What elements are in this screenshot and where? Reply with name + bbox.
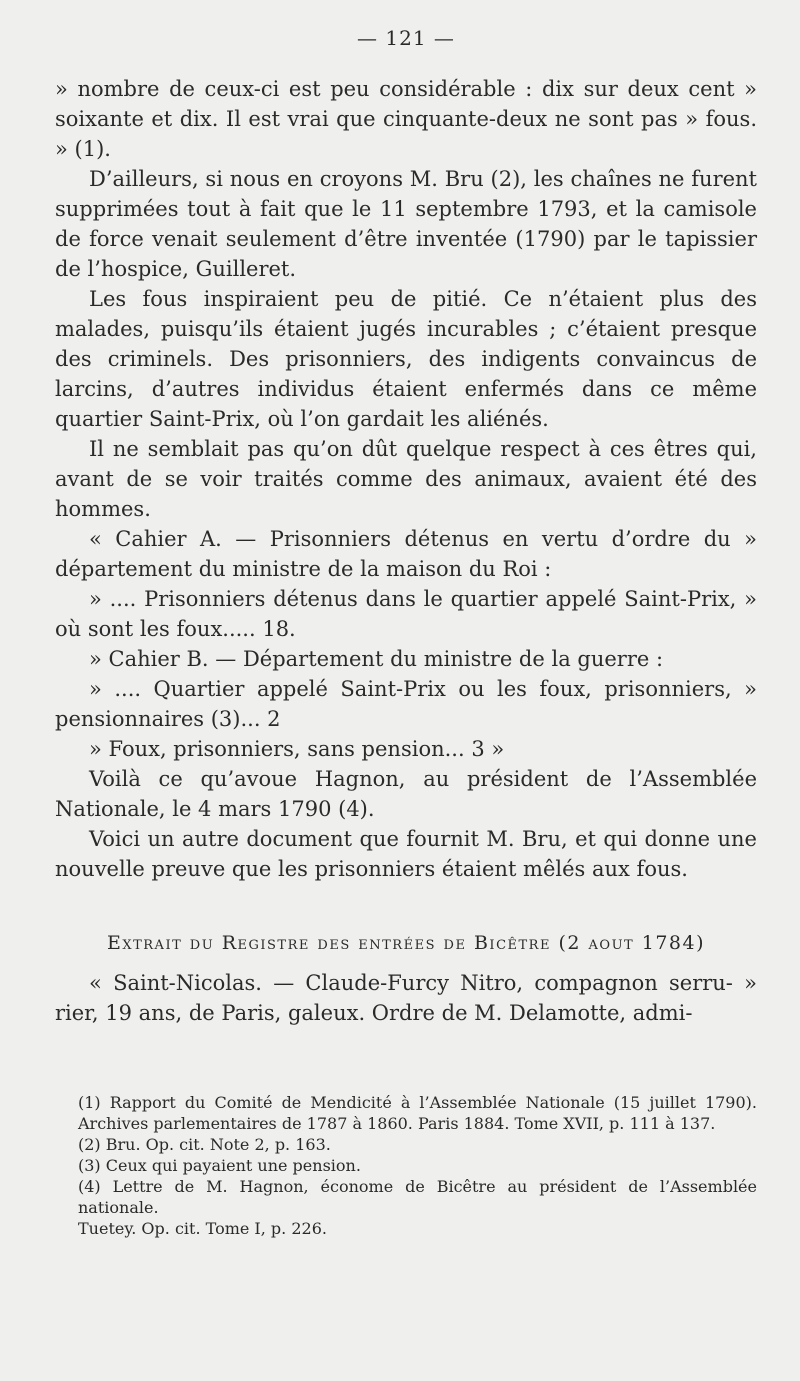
footnote: (1) Rapport du Comité de Mendicité à l’Assemblée Nationale (15 juillet 1790). Archives parlementaires de 1787 à 1860. Paris 1884. Tome XVII, p. 111 à 137. bbox=[78, 1093, 757, 1133]
paragraph: Les fous inspiraient peu de pitié. Ce n’étaient plus des malades, puisqu’ils étaient jugés incurables ; c’étaient presque des criminels. Des prisonniers, des indigents convaincus de larcins, d’autres individus étaient enfermés dans ce même quartier Saint-Prix, où l’on gardait les aliénés. bbox=[55, 287, 757, 431]
paragraph: Voilà ce qu’avoue Hagnon, au président de l’Assemblée Nationale, le 4 mars 1790 (4). bbox=[55, 767, 757, 821]
paragraph: » nombre de ceux-ci est peu considérable : dix sur deux cent » soixante et dix. Il est vrai que cinquante-deux ne sont pas » fous. » (1). bbox=[55, 77, 757, 161]
section-paragraph: « Saint-Nicolas. — Claude-Furcy Nitro, compagnon serru- » rier, 19 ans, de Paris, galeux. Ordre de M. Delamotte, admi- bbox=[55, 971, 757, 1025]
body-text bbox=[55, 74, 757, 1028]
paragraph: D’ailleurs, si nous en croyons M. Bru (2), les chaînes ne furent supprimées tout à fait que le 11 septembre 1793, et la camisole de force venait seulement d’être inventée (1790) par le tapissier de l’hospice, Guilleret. bbox=[55, 167, 757, 281]
quote-paragraph: » Cahier B. — Département du ministre de la guerre : bbox=[89, 647, 664, 671]
page-number: — 121 — bbox=[357, 26, 455, 50]
paragraph: Il ne semblait pas qu’on dût quelque respect à ces êtres qui, avant de se voir traités comme des animaux, avaient été des hommes. bbox=[55, 437, 757, 521]
footnote: (3) Ceux qui payaient une pension. bbox=[78, 1156, 361, 1175]
footnote: Tuetey. Op. cit. Tome I, p. 226. bbox=[78, 1219, 327, 1238]
footnotes bbox=[78, 1092, 757, 1239]
quote-paragraph: » .... Quartier appelé Saint-Prix ou les foux, prisonniers, » pensionnaires (3)... 2 bbox=[55, 677, 757, 731]
quote-paragraph: » .... Prisonniers détenus dans le quartier appelé Saint-Prix, » où sont les foux..... 18. bbox=[55, 587, 757, 641]
section-title: Extrait du Registre des entrées de Bicêtre (2 aout 1784) bbox=[106, 932, 706, 954]
footnote: (2) Bru. Op. cit. Note 2, p. 163. bbox=[78, 1135, 331, 1154]
quote-paragraph: « Cahier A. — Prisonniers détenus en vertu d’ordre du » département du ministre de la maison du Roi : bbox=[55, 527, 757, 581]
footnote: (4) Lettre de M. Hagnon, économe de Bicêtre au président de l’Assemblée nationale. bbox=[78, 1177, 757, 1217]
quote-paragraph: » Foux, prisonniers, sans pension... 3 » bbox=[89, 737, 505, 761]
paragraph: Voici un autre document que fournit M. Bru, et qui donne une nouvelle preuve que les prisonniers étaient mêlés aux fous. bbox=[55, 827, 757, 881]
